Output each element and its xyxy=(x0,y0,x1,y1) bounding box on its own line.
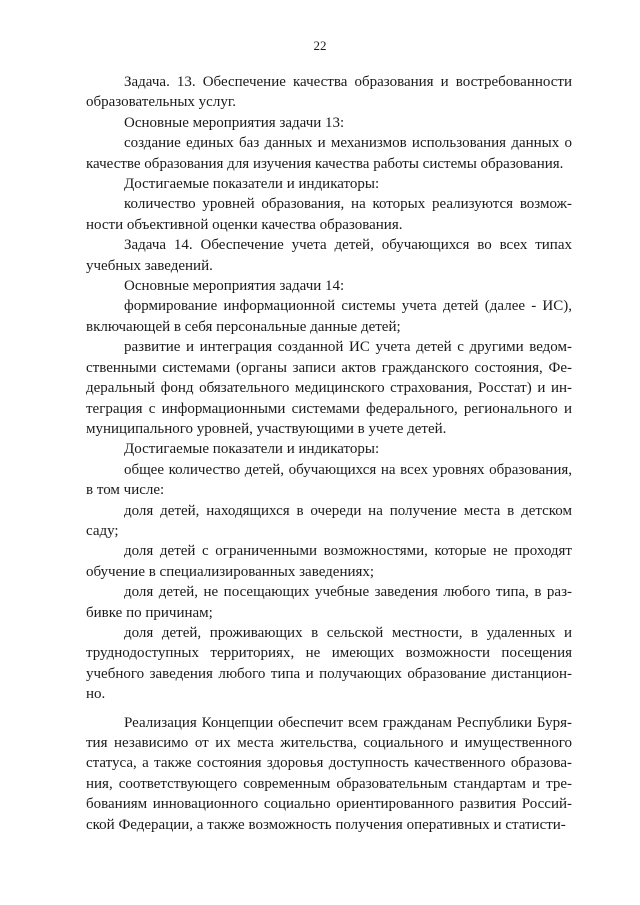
paragraph-is-formation: формирование информационной системы учета детей (далее - ИС), включающей в себя персональные данные детей; xyxy=(86,298,572,335)
paragraph-indicators-heading: Достигаемые показатели и индикаторы: xyxy=(124,176,380,193)
paragraph-total-children: общее количество детей, обучающихся на всех уровнях образования, в том числе: xyxy=(86,461,572,499)
paragraph-databases: создание единых баз данных и механизмов использования данных о качестве образования для изучения качества работы системы образования. xyxy=(86,135,572,172)
paragraph-disabilities-share: доля детей с ограниченными возможностями, которые не проходят обучение в специализированных заведениях; xyxy=(86,543,572,580)
paragraph-indicators-heading-2: Достигаемые показатели и индикаторы: xyxy=(124,441,380,458)
paragraph-is-integration: развитие и интеграция созданной ИС учета детей с другими ведомственными системами (органы записи актов гражданского состояния, Федеральный фонд обязательного медицинского страхования, Росстат) и интеграция с информационными системами федерального, регионального и муниципального уровней, участвующими в учете детей. xyxy=(86,339,572,437)
paragraph-rural-share: доля детей, проживающих в сельской местности, в удаленных и труднодоступных территориях, не имеющих возможности посещения учебного заведения любого типа и получающих образование дистанционно. xyxy=(86,624,572,703)
paragraph-concept-implementation: Реализация Концепции обеспечит всем гражданам Республики Бурятия независимо от их места жительства, социального и имущественного статуса, а также состояния здоровья доступность качественного образования, соответствующего современным образовательным стандартам и требованиям инновационного социально ориентированного развития Российской Федерации, а также возможность получения оперативных и статисти- xyxy=(86,714,572,833)
paragraph-education-levels: количество уровней образования, на которых реализуются возможности объективной оценки качества образования. xyxy=(86,196,572,233)
paragraph-main-activities-14: Основные мероприятия задачи 14: xyxy=(124,278,345,295)
paragraph-task-13: Задача. 13. Обеспечение качества образования и востребованности образовательных услуг. xyxy=(86,74,572,111)
paragraph-main-activities-13: Основные мероприятия задачи 13: xyxy=(124,114,345,131)
document-body xyxy=(86,72,572,835)
paragraph-queue-share: доля детей, находящихся в очереди на получение места в детском саду; xyxy=(86,502,572,539)
paragraph-task-14: Задача 14. Обеспечение учета детей, обучающихся во всех типах учебных заведений. xyxy=(86,237,572,274)
page-number: 22 xyxy=(313,38,327,53)
paragraph-non-attending-share: доля детей, не посещающих учебные заведения любого типа, в разбивке по причинам; xyxy=(86,584,572,621)
